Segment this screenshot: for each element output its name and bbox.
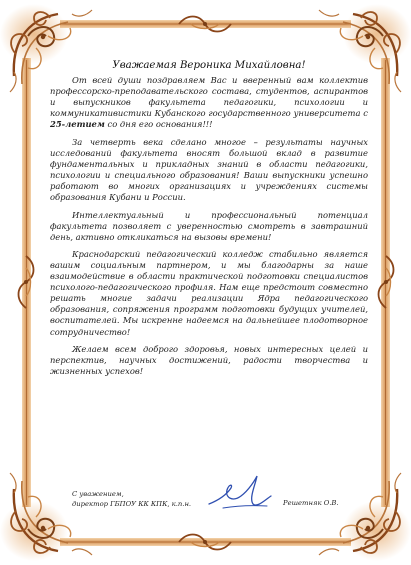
paragraph-text: со дня его основания!!! (104, 119, 213, 130)
anniversary-highlight: 25-летием (50, 119, 105, 130)
closing-block (72, 489, 191, 509)
closing-regards: С уважением, (72, 490, 124, 498)
paragraph-congratulation (50, 75, 368, 130)
letter-body (50, 60, 368, 384)
paragraph-text: От всей души поздравляем Вас и вверенный вам коллектив профессорско-преподавательского состава, студентов, аспирантов и выпускников факультета педагогики, психологии и коммуникативистики Кубанского государственного университета с (50, 75, 368, 119)
signer-name: Решетняк О.В. (283, 499, 339, 507)
paragraph-potential: Интеллектуальный и профессиональный потенциал факультета позволяет с уверенностью смотреть в завтрашний день, активно откликаться на вызовы времени! (50, 209, 368, 242)
handwritten-signature (205, 470, 275, 520)
greeting: Уважаемая Вероника Михайловна! (112, 60, 306, 71)
closing-position: директор ГБПОУ КК КПК, к.п.н. (72, 500, 192, 508)
paragraph-partnership: Краснодарский педагогический колледж стабильно является вашим социальным партнером, и мы благодарны за наше взаимодействие в области практической подготовки специалистов психолого-педагогического профиля. Нам еще предстоит совместно решать многие задачи реализации Ядра педагогического образования, сопряжения программ подготовки будущих учителей, воспитателей. Мы искренне надеемся на дальнейшее плодотворное сотрудничество! (50, 249, 368, 337)
paragraph-achievements: За четверть века сделано многое – результаты научных исследований факультета вносят большой вклад в развитие фундаментальных и прикладных знаний в области педагогики, психологии и специального образования! Ваши выпускники успешно работают во многих организациях и учреждениях системы образования Кубани и России. (50, 136, 368, 203)
paragraph-wishes: Желаем всем доброго здоровья, новых интересных целей и перспектив, научных достижений, радости творчества и жизненных успехов! (50, 344, 368, 377)
